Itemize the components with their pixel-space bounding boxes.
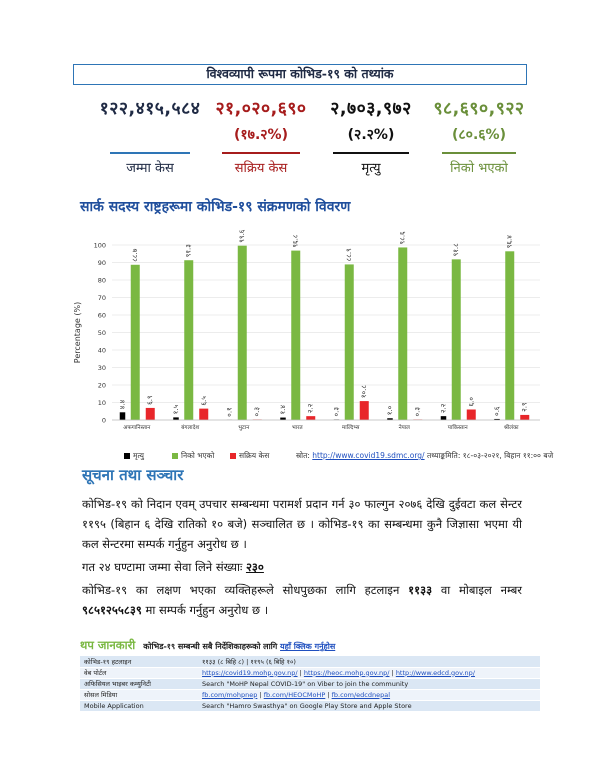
- row-value-web-portal: https://covid19.mohp.gov.np/ | https://heoc.mohp.gov.np/ | http://www.edcd.gov.np/: [198, 667, 540, 678]
- bar-active: [467, 410, 476, 421]
- portal-link-covid19[interactable]: https://covid19.mohp.gov.np/: [202, 668, 298, 677]
- row-key-hotline: कोभिड-१९ हटलाइन: [80, 656, 198, 667]
- bar-deaths: [441, 416, 447, 420]
- stat-active-pct: (१७.२%): [234, 127, 288, 143]
- data-label: ९८.६: [398, 231, 407, 245]
- data-label: २.९: [520, 402, 529, 412]
- guidelines-link[interactable]: यहाँ क्लिक गर्नुहोस: [280, 642, 336, 651]
- data-label: ४.४: [118, 399, 127, 410]
- row-key-mobile-app: Mobile Application: [80, 700, 198, 711]
- y-tick-label: 50: [97, 329, 106, 337]
- services-count-label: गत २४ घण्टामा जम्मा सेवा लिने संख्याः: [82, 560, 246, 574]
- chart-heading: सार्क सदस्य राष्ट्रहरूमा कोभिड-१९ संक्रमणको विवरण: [80, 199, 351, 215]
- data-label: ९६.४: [505, 235, 514, 249]
- social-link-edcd[interactable]: fb.com/edcdnepal: [331, 690, 391, 699]
- bar-active: [146, 408, 155, 420]
- stat-total-cases: [90, 96, 210, 176]
- row-key-social: सोसल मिडिया: [80, 689, 198, 700]
- data-label: ०.६: [493, 406, 501, 416]
- data-label: ०.१: [225, 407, 234, 417]
- stat-active-label: सक्रिय केस: [234, 161, 288, 176]
- legend-item-active: [230, 451, 269, 461]
- bar-recovered: [452, 259, 461, 420]
- data-label: १०.८: [360, 384, 369, 399]
- y-tick-label: 100: [93, 241, 106, 250]
- data-label: १.४: [279, 405, 287, 415]
- y-tick-label: 20: [97, 381, 106, 390]
- category-label: भुटान: [238, 425, 250, 431]
- legend-item-recovered: [172, 451, 214, 461]
- legend-label-deaths: मृत्यु: [133, 451, 145, 460]
- y-tick-label: 30: [97, 364, 106, 372]
- data-label: २.२: [306, 403, 315, 414]
- chart-legend: [118, 448, 568, 464]
- stat-recovered-rule: [442, 152, 516, 154]
- stat-active-rule: [222, 152, 300, 154]
- global-stats-title: विश्वव्यापी रूपमा कोभिड-१९ को तथ्यांक: [73, 64, 527, 85]
- legend-source: [296, 451, 553, 461]
- row-key-viber: अफिसियल भाइबर कम्युनिटी: [80, 678, 198, 689]
- data-label: ६.९: [146, 395, 155, 405]
- hotline-text-c: मा सम्पर्क गर्नुहुन अनुरोध छ ।: [141, 603, 269, 617]
- data-label: ९१.३: [184, 244, 193, 258]
- row-value-mobile-app: Search "Hamro Swasthya" on Google Play Store and Apple Store: [198, 700, 540, 711]
- legend-item-deaths: [124, 451, 144, 461]
- stat-deaths-rule: [333, 152, 409, 154]
- saarc-covid-chart: [62, 222, 552, 446]
- stat-recovered-value: ९८,६९०,९२२: [433, 99, 525, 119]
- stat-recovered: [418, 96, 540, 176]
- data-label: १.०: [386, 405, 394, 416]
- bar-recovered: [238, 246, 247, 420]
- row-key-web-portal: वेब पोर्टल: [80, 667, 198, 678]
- stat-recovered-label: निको भएको: [450, 161, 508, 176]
- services-count-value: २३०: [245, 560, 264, 574]
- data-label: ९६.८: [291, 234, 300, 248]
- data-label: ०.३: [253, 406, 262, 417]
- y-tick-label: 60: [97, 311, 106, 320]
- category-label: बंगलादेश: [181, 425, 200, 431]
- bar-active: [199, 409, 208, 420]
- bar-recovered: [345, 264, 354, 420]
- bar-recovered: [291, 251, 300, 420]
- hotline-number: ११३३: [408, 583, 433, 597]
- notice-heading: सूचना तथा सञ्चार: [82, 466, 184, 484]
- bar-recovered: [131, 265, 140, 420]
- social-link-mohp[interactable]: fb.com/mohpnep: [202, 690, 258, 699]
- hotline-text-a: कोभिड-१९ का लक्षण भएका व्यक्तिहरूले सोधपुछका लागि हटलाइन: [82, 583, 409, 597]
- row-value-hotline: ११३३ (८ बिहि ८) | ११९५ (६ बिहि १०): [198, 656, 540, 667]
- category-label: नेपाल: [398, 425, 410, 431]
- table-row: [80, 689, 540, 700]
- stat-total-rule: [110, 152, 190, 154]
- stat-deaths-value: २,७०३,९७२: [330, 99, 412, 119]
- stat-total-pct: [90, 124, 210, 146]
- source-updated: तथ्याङ्कमिति: १८-०३-२०२१, बिहान ११:०० बजे: [424, 451, 554, 460]
- data-label: ०.३: [413, 406, 422, 417]
- data-label: ९९.६: [238, 229, 247, 243]
- data-label: ८८.९: [345, 248, 354, 262]
- table-row: [80, 700, 540, 711]
- bar-active: [520, 415, 529, 420]
- y-tick-label: 40: [97, 346, 106, 355]
- category-label: माल्दिभ्स: [341, 425, 360, 431]
- data-label: २.२: [439, 403, 448, 414]
- y-tick-label: 80: [97, 276, 106, 285]
- data-label: ६.५: [199, 396, 208, 406]
- portal-link-heoc[interactable]: https://heoc.mohp.gov.np/: [303, 668, 390, 677]
- contact-info-table: [80, 656, 540, 712]
- stat-recovered-pct: (८०.६%): [452, 127, 506, 143]
- stat-deaths-label: मृत्यु: [361, 161, 381, 176]
- bar-recovered: [398, 247, 407, 420]
- bar-recovered: [184, 260, 193, 420]
- category-label: भारत: [291, 425, 303, 431]
- legend-label-active: सक्रिय केस: [239, 451, 270, 460]
- services-count-paragraph: [82, 557, 522, 577]
- data-label: ८८.७: [131, 248, 140, 262]
- y-tick-label: 10: [97, 399, 106, 407]
- stat-active-value: २१,०२०,६९०: [215, 99, 307, 119]
- source-link[interactable]: http://www.covid19.sdmc.org/: [312, 451, 425, 460]
- bar-deaths: [120, 412, 126, 420]
- stat-deaths: [316, 96, 426, 176]
- legend-label-recovered: निको भएको: [181, 451, 215, 460]
- data-label: १.५: [172, 404, 180, 415]
- stat-total-value: १२२,४१५,५८४: [99, 99, 201, 119]
- row-value-viber: Search "MoHP Nepal COVID-19" on Viber to join the community: [198, 678, 540, 689]
- y-tick-label: 90: [97, 259, 106, 267]
- bar-active: [306, 416, 315, 420]
- legend-swatch-deaths: [124, 453, 130, 459]
- more-info-heading: थप जानकारी: [80, 638, 136, 652]
- more-info-line: [80, 634, 540, 653]
- category-label: पाकिस्तान: [447, 425, 468, 431]
- stat-deaths-pct: (२.२%): [347, 127, 395, 143]
- y-tick-label: 0: [101, 416, 106, 425]
- stat-active-cases: [206, 96, 316, 176]
- category-label: श्रीलंका: [503, 425, 519, 431]
- legend-swatch-active: [230, 453, 236, 459]
- call-center-paragraph: कोभिड-१९ को निदान एवम् उपचार सम्बन्धमा परामर्श प्रदान गर्न ३० फाल्गुन २०७६ देखि दुईवटा कल सेन्टर ११९५ (बिहान ६ देखि रातिको १० बजे) सञ्चालित छ । कोभिड-१९ का सम्बन्धमा कुनै जिज्ञासा भएमा यी कल सेन्टरमा सम्पर्क गर्नुहुन अनुरोध छ ।: [82, 497, 522, 551]
- category-label: अफगानिस्तान: [123, 425, 151, 431]
- y-tick-label: 70: [97, 294, 106, 302]
- hotline-text-b: वा मोबाइल नम्बर: [432, 583, 522, 597]
- table-row: [80, 656, 540, 667]
- data-label: ९१.८: [452, 243, 461, 257]
- y-axis-title: Percentage (%): [73, 301, 82, 364]
- data-label: ०.३: [332, 406, 341, 417]
- mobile-number: ९८५१२५५८३९: [82, 603, 142, 617]
- table-row: [80, 678, 540, 689]
- social-link-heoc[interactable]: fb.com/HEOCMoHP: [263, 690, 326, 699]
- stat-total-label: जम्मा केस: [126, 161, 174, 176]
- more-info-desc: कोभिड-१९ सम्बन्धी सबै निर्देशिकाहरूको लागि: [143, 642, 281, 651]
- hotline-paragraph: [82, 580, 522, 620]
- legend-swatch-recovered: [172, 453, 178, 459]
- portal-link-edcd[interactable]: http://www.edcd.gov.np/: [395, 668, 475, 677]
- table-row: [80, 667, 540, 678]
- data-label: ६.०: [467, 396, 476, 407]
- row-value-social: fb.com/mohpnep | fb.com/HEOCMoHP | fb.com/edcdnepal: [198, 689, 540, 700]
- source-prefix: स्रोत:: [296, 451, 313, 460]
- bar-active: [360, 401, 369, 420]
- bar-recovered: [505, 251, 514, 420]
